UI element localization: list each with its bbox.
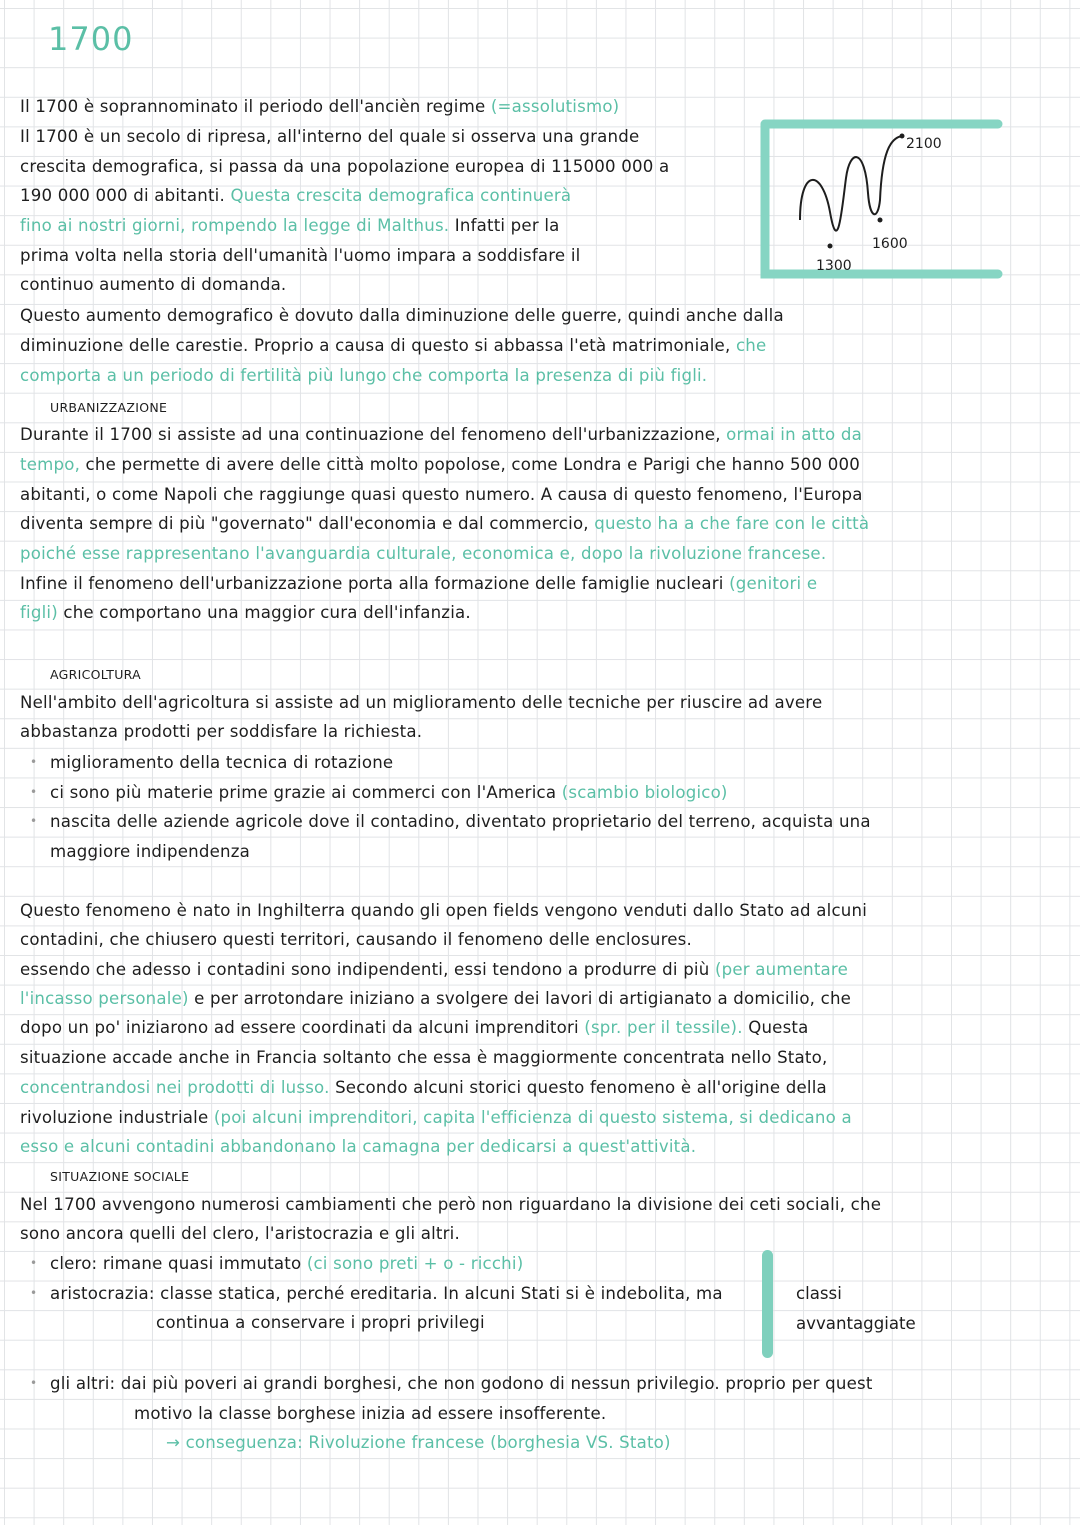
section-heading-urbanizzazione: URBANIZZAZIONE — [50, 400, 168, 415]
text-segment: essendo che adesso i contadini sono indipendenti, essi tendono a produrre di più — [20, 960, 710, 979]
text-segment: ci sono più materie prime grazie ai commerci con l'America — [50, 783, 557, 802]
text-segment: che permette di avere delle città molto popolose, come Londra e Parigi che hanno 500 000 — [85, 455, 860, 474]
intro-line: Questo aumento demografico è dovuto dalla diminuzione delle guerre, quindi anche dalla — [20, 306, 784, 325]
bullet-item — [50, 778, 728, 807]
text-segment: e per arrotondare iniziano a svolgere dei lavori di artigianato a domicilio, che — [194, 989, 852, 1008]
bullet-item — [50, 1249, 523, 1278]
text-segment: che comportano una maggior cura dell'infanzia. — [63, 603, 471, 622]
highlight-segment: (spr. per il tessile). — [584, 1018, 743, 1037]
bullet-item: • miglioramento della tecnica di rotazione — [50, 748, 393, 777]
bullet-item: • gli altri: dai più poveri ai grandi borghesi, che non godono di nessun privilegio. proprio per quest — [50, 1369, 873, 1398]
fenomeno-line: situazione accade anche in Francia soltanto che essa è maggiormente concentrata nello Stato, — [20, 1048, 828, 1067]
population-sketch — [760, 108, 1010, 288]
highlight-segment: che — [735, 336, 767, 355]
intro-line — [20, 181, 571, 210]
page-title: 1700 — [48, 20, 134, 58]
bullet-item-continuation: motivo la classe borghese inizia ad essere insofferente. — [134, 1404, 607, 1423]
situazione-line: Nel 1700 avvengono numerosi cambiamenti che però non riguardano la divisione dei ceti sociali, che — [20, 1195, 882, 1214]
highlight-segment: Questa crescita demografica continuerà — [230, 186, 572, 205]
bullet-item-continuation: continua a conservare i propri privilegi — [156, 1313, 485, 1332]
section-heading-agricoltura: AGRICOLTURA — [50, 667, 142, 682]
point-2100 — [900, 134, 905, 139]
fenomeno-line — [20, 1013, 809, 1042]
point-1300 — [828, 244, 833, 249]
side-label: avvantaggiate — [796, 1314, 916, 1333]
intro-line: comporta a un periodo di fertilità più lungo che comporta la presenza di più figli. — [20, 366, 708, 385]
intro-line — [20, 92, 619, 121]
text-segment: Secondo alcuni storici questo fenomeno è all'origine della — [335, 1078, 827, 1097]
highlight-segment: (per aumentare — [714, 960, 848, 979]
highlight-segment: concentrandosi nei prodotti di lusso. — [20, 1078, 330, 1097]
intro-line — [20, 211, 560, 240]
intro-line — [20, 331, 766, 360]
highlight-segment: (ci sono preti + o - ricchi) — [306, 1254, 524, 1273]
label-1600: 1600 — [872, 236, 908, 252]
agricoltura-line: Nell'ambito dell'agricoltura si assiste ad un miglioramento delle tecniche per riuscire ad avere — [20, 693, 823, 712]
intro-line: continuo aumento di domanda. — [20, 275, 287, 294]
intro-line: Il 1700 è un secolo di ripresa, all'interno del quale si osserva una grande — [20, 127, 640, 146]
highlight-segment: questo ha a che fare con le città — [594, 514, 870, 533]
section-heading-situazione-sociale: SITUAZIONE SOCIALE — [50, 1169, 190, 1184]
highlight-segment: (=assolutismo) — [490, 97, 620, 116]
intro-line: prima volta nella storia dell'umanità l'uomo impara a soddisfare il — [20, 246, 581, 265]
urbanizzazione-line — [20, 569, 817, 598]
classes-brace — [762, 1250, 773, 1358]
point-1600 — [878, 218, 883, 223]
highlight-segment: (scambio biologico) — [561, 783, 728, 802]
text-segment: diminuzione delle carestie. Proprio a causa di questo si abbassa l'età matrimoniale, — [20, 336, 731, 355]
text-segment: Durante il 1700 si assiste ad una continuazione del fenomeno dell'urbanizzazione, — [20, 425, 721, 444]
text-segment: Questa — [748, 1018, 809, 1037]
fenomeno-line — [20, 955, 848, 984]
highlight-segment: l'incasso personale) — [20, 989, 189, 1008]
conseguenza-line: → conseguenza: Rivoluzione francese (borghesia VS. Stato) — [166, 1433, 671, 1452]
bullet-item: • aristocrazia: classe statica, perché ereditaria. In alcuni Stati si è indebolita, ma — [50, 1279, 723, 1308]
urbanizzazione-line: abitanti, o come Napoli che raggiunge quasi questo numero. A causa di questo fenomeno, l'Europa — [20, 485, 863, 504]
fenomeno-line: esso e alcuni contadini abbandonano la camagna per dedicarsi a quest'attività. — [20, 1137, 697, 1156]
urbanizzazione-line — [20, 420, 862, 449]
urbanizzazione-line — [20, 450, 860, 479]
urbanizzazione-line — [20, 509, 869, 538]
intro-line: crescita demografica, si passa da una popolazione europea di 115000 000 a — [20, 157, 670, 176]
fenomeno-line: Questo fenomeno è nato in Inghilterra quando gli open fields vengono venduti dallo Stato ad alcuni — [20, 901, 868, 920]
text-segment: rivoluzione industriale — [20, 1108, 209, 1127]
fenomeno-line — [20, 1103, 852, 1132]
text-segment: clero: rimane quasi immutato — [50, 1254, 302, 1273]
highlight-segment: (genitori e — [729, 574, 818, 593]
text-segment: Infatti per la — [454, 216, 560, 235]
bullet-item-continuation: maggiore indipendenza — [50, 842, 250, 861]
agricoltura-line: abbastanza prodotti per soddisfare la richiesta. — [20, 722, 423, 741]
urbanizzazione-line — [20, 598, 471, 627]
text-segment: Il 1700 è soprannominato il periodo dell'ancièn regime — [20, 97, 486, 116]
text-segment: Infine il fenomeno dell'urbanizzazione porta alla formazione delle famiglie nucleari — [20, 574, 724, 593]
label-1300: 1300 — [816, 258, 852, 274]
highlight-segment: fino ai nostri giorni, rompendo la legge di Malthus. — [20, 216, 450, 235]
text-segment: diventa sempre di più "governato" dall'economia e dal commercio, — [20, 514, 589, 533]
highlight-segment: tempo, — [20, 455, 81, 474]
text-segment: 190 000 000 di abitanti. — [20, 186, 225, 205]
bullet-item: • nascita delle aziende agricole dove il contadino, diventato proprietario del terreno, acquista una — [50, 807, 871, 836]
highlight-segment: (poi alcuni imprenditori, capita l'efficienza di questo sistema, si dedicano a — [213, 1108, 852, 1127]
highlight-segment: ormai in atto da — [726, 425, 862, 444]
highlight-segment: figli) — [20, 603, 58, 622]
label-2100: 2100 — [906, 136, 942, 152]
fenomeno-line: contadini, che chiusero questi territori, causando il fenomeno delle enclosures. — [20, 930, 692, 949]
fenomeno-line — [20, 984, 851, 1013]
situazione-line: sono ancora quelli del clero, l'aristocrazia e gli altri. — [20, 1224, 460, 1243]
fenomeno-line — [20, 1073, 827, 1102]
side-label: classi — [796, 1284, 842, 1303]
population-curve — [800, 136, 902, 231]
urbanizzazione-line: poiché esse rappresentano l'avanguardia culturale, economica e, dopo la rivoluzione francese. — [20, 544, 827, 563]
text-segment: dopo un po' iniziarono ad essere coordinati da alcuni imprenditori — [20, 1018, 579, 1037]
